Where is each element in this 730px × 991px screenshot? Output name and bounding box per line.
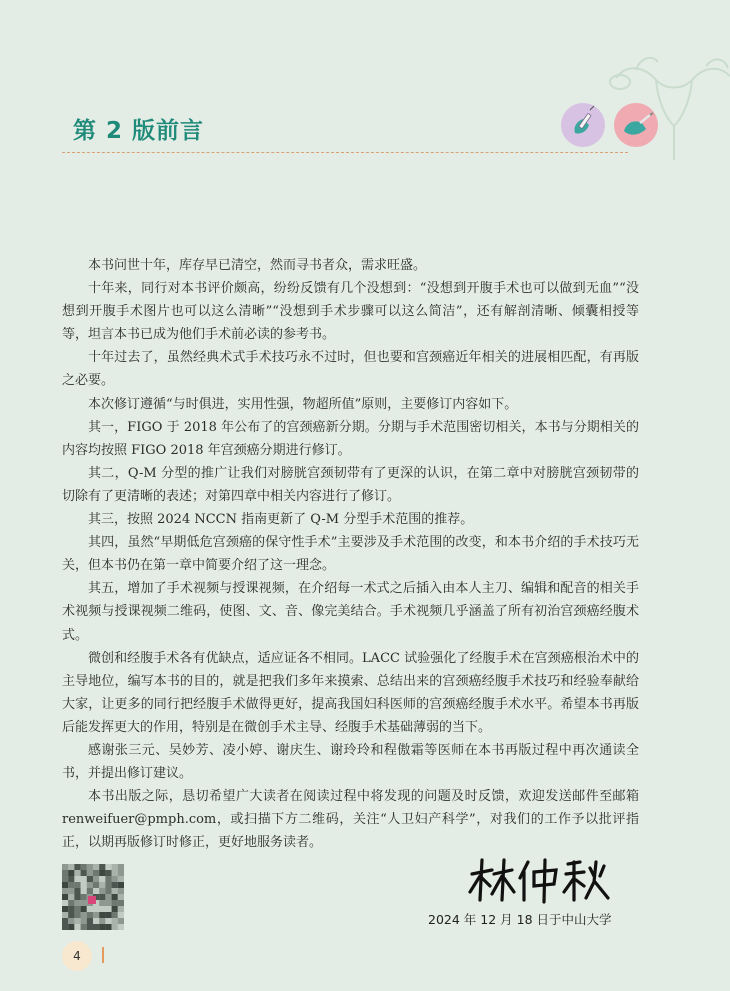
paragraph: 其五，增加了手术视频与授课视频，在介绍每一术式之后插入由本人主刀、编辑和配音的相关手术视频与授课视频二维码，使图、文、音、像完美结合。手术视频几乎涵盖了所有初治宫颈癌经腹术式。 — [62, 581, 639, 643]
paragraph: 其一，FIGO 于 2018 年公布了的宫颈癌新分期。分期与手术范围密切相关，本书与分期相关的内容均按照 FIGO 2018 年宫颈癌分期进行修订。 — [62, 419, 639, 458]
page-title: 第 2 版前言 — [73, 118, 205, 144]
paragraph: 其四，虽然“早期低危宫颈癌的保守性手术”主要涉及手术范围的改变，和本书介绍的手术技巧无关，但本书仍在第一章中简要介绍了这一理念。 — [62, 535, 639, 574]
signature — [468, 856, 610, 904]
qr-code[interactable] — [62, 864, 124, 930]
paragraph: 十年来，同行对本书评价颇高，纷纷反馈有几个没想到：“没想到开腹手术也可以做到无血”“没想到开腹手术图片也可以这么清晰”“没想到手术步骤可以这么简洁”，还有解剖清晰、倾囊相授等等，坦言本书已成为他们手术前必读的参考书。 — [62, 281, 639, 343]
paragraph: 其三，按照 2024 NCCN 指南更新了 Q-M 分型手术范围的推荐。 — [88, 512, 474, 528]
page-number-marker — [102, 947, 104, 963]
paragraph: 其二，Q-M 分型的推广让我们对膀胱宫颈韧带有了更深的认识，在第二章中对膀胱宫颈韧带的切除有了更清晰的表述；对第四章中相关内容进行了修订。 — [62, 465, 639, 504]
hand-syringe-icon — [561, 103, 605, 147]
paragraph: 感谢张三元、吴妙芳、凌小婷、谢庆生、谢玲玲和程傲霜等医师在本书再版过程中再次通读全书，并提出修订建议。 — [62, 742, 639, 782]
hand-scalpel-icon — [614, 103, 658, 147]
signature-date: 2024 年 12 月 18 日于中山大学 — [428, 912, 612, 927]
paragraph: 十年过去了，虽然经典术式手术技巧永不过时，但也要和宫颈癌近年相关的进展相匹配，有再版之必要。 — [62, 350, 639, 389]
paragraph: 本书出版之际，恳切希望广大读者在阅读过程中将发现的问题及时反馈，欢迎发送邮件至邮箱 renweifuer@pmph.com，或扫描下方二维码，关注“人卫妇产科学”，对我们的工作予以批评指正，以期再版修订时修正，更好地服务读者。 — [62, 789, 639, 851]
preface-body — [62, 254, 639, 854]
paragraph: 微创和经腹手术各有优缺点，适应证各不相同。LACC 试验强化了经腹手术在宫颈癌根治术中的主导地位，编写本书的目的，就是把我们多年来摸索、总结出来的宫颈癌经腹手术技巧和经验奉献给大家，让更多的同行把经腹手术做得更好，提高我国妇科医师的宫颈癌经腹手术水平。希望本书再版后能发挥更大的作用，特别是在微创手术主导、经腹手术基础薄弱的当下。 — [62, 650, 639, 735]
page-number: 4 — [62, 941, 92, 971]
title-divider — [62, 152, 628, 153]
paragraph: 本次修订遵循“与时俱进，实用性强，物超所值”原则，主要修订内容如下。 — [88, 396, 518, 412]
paragraph: 本书问世十年，库存早已清空，然而寻书者众，需求旺盛。 — [88, 258, 427, 273]
